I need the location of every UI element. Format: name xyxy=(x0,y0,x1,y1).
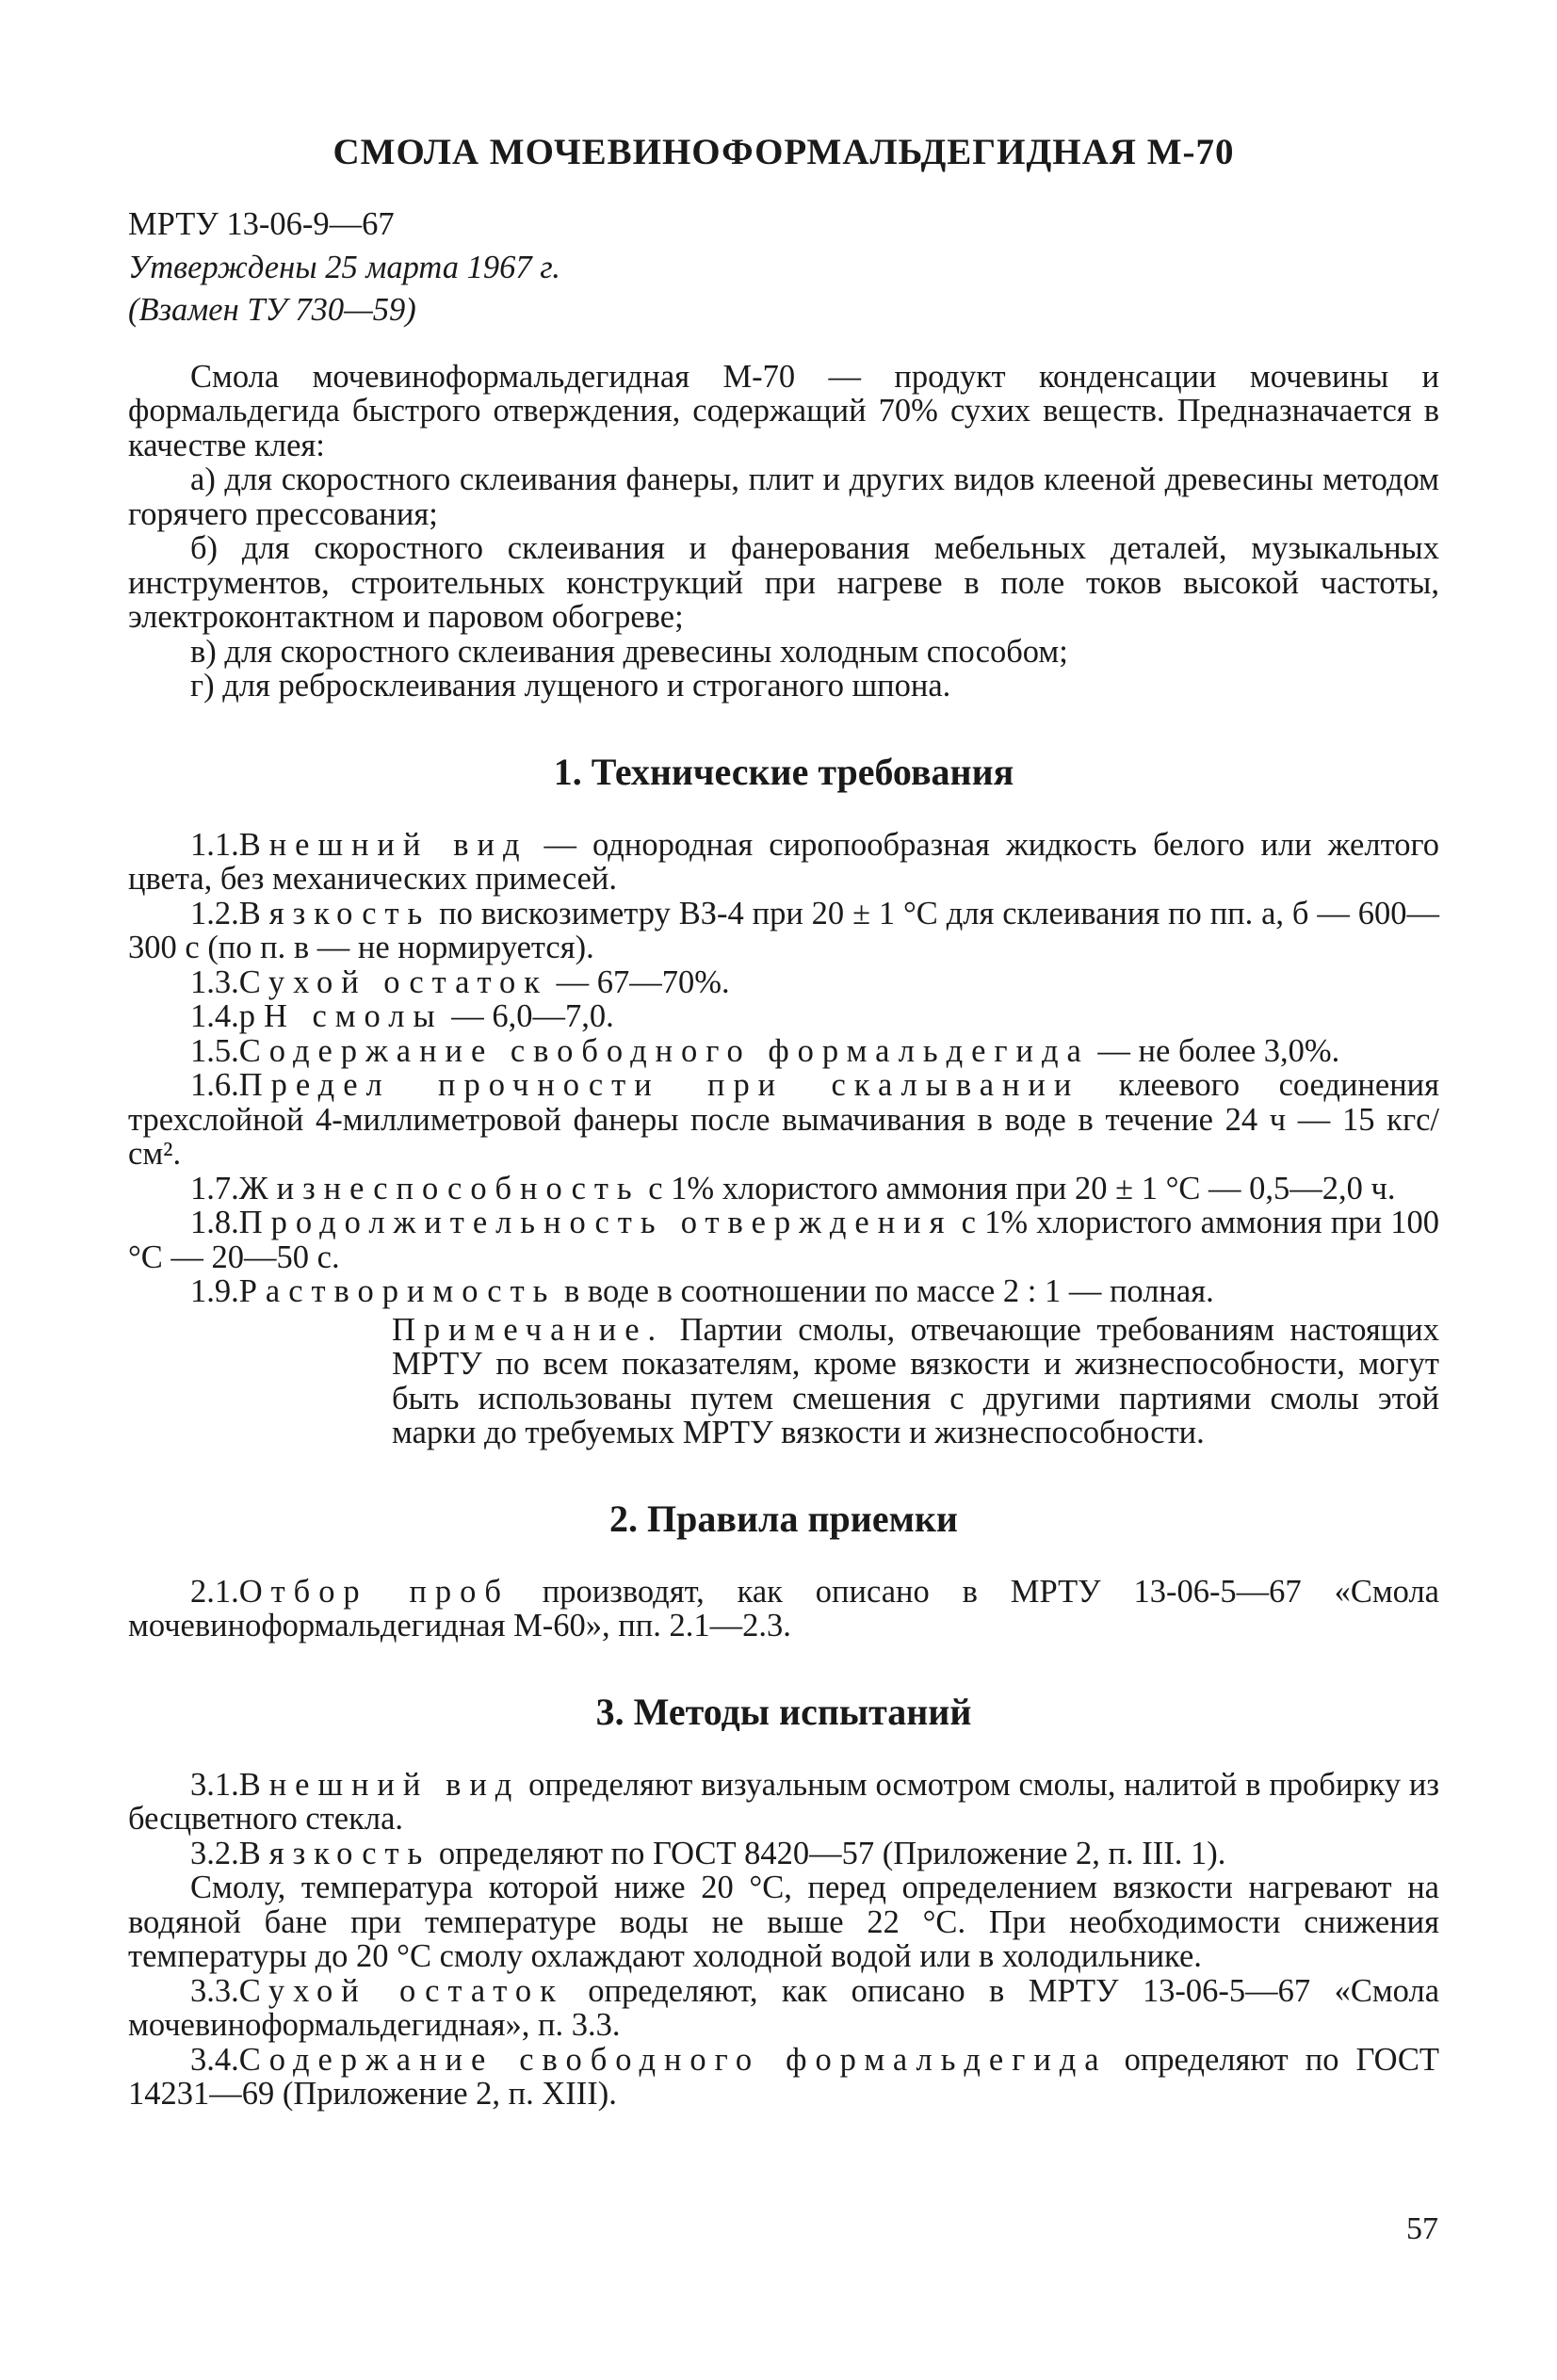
test-method-item: 3.4.Содержание свободного формальдегида определяют по ГОСТ 14231—69 (Приложение 2, п. XIII). xyxy=(128,2041,1440,2112)
standard-number: МРТУ 13-06-9—67 xyxy=(128,206,395,242)
use-item: б) для скоростного склеивания и фанерования мебельных деталей, музыкальных инструментов, строительных конструкций при нагреве в поле токов высокой частоты, электроконтактном и паровом обогреве; xyxy=(128,530,1439,635)
section-2-heading: 2. Правила приемки xyxy=(609,1497,958,1540)
section-1-heading: 1. Технические требования xyxy=(553,750,1014,793)
use-item: г) для ребросклеивания лущеного и строганого шпона. xyxy=(190,668,951,704)
requirement-item: 1.7.Жизнеспособность с 1% хлористого аммония при 20 ± 1 °С — 0,5—2,0 ч. xyxy=(190,1170,1396,1206)
acceptance-item: 2.1.Отбор проб производят, как описано в МРТУ 13-06-5—67 «Смола мочевиноформальдегидная М-60», пп. 2.1—2.3. xyxy=(128,1573,1439,1643)
requirement-item: 1.1.Внешний вид — однородная сиропообразная жидкость белого или желтого цвета, без механических примесей. xyxy=(128,826,1439,897)
section-1-items xyxy=(128,828,1439,1450)
requirement-item: 1.6.Предел прочности при скалывании клеевого соединения трехслойной 4-миллиметровой фанеры после вымачивания в воде в течение 24 ч — 15 кгс/см². xyxy=(128,1067,1439,1172)
requirement-item: 1.9.Растворимость в воде в соотношении по массе 2 : 1 — полная. xyxy=(190,1273,1214,1309)
replaces-note: (Взамен ТУ 730—59) xyxy=(128,292,416,328)
item-term: Отбор проб xyxy=(238,1573,510,1610)
document-title: СМОЛА МОЧЕВИНОФОРМАЛЬДЕГИДНАЯ М-70 xyxy=(332,132,1235,172)
approval-date: Утверждены 25 марта 1967 г. xyxy=(128,249,560,285)
section-3-items xyxy=(128,1768,1439,2112)
section-3-heading: 3. Методы испытаний xyxy=(595,1690,972,1733)
item-term: рН смолы xyxy=(238,998,444,1034)
item-term: Вязкость xyxy=(238,1835,431,1871)
item-term: Растворимость xyxy=(238,1273,557,1309)
use-item: в) для скоростного склеивания древесины холодным способом; xyxy=(190,633,1068,670)
section-1-note: Примечание. Партии смолы, отвечающие требованиям настоящих МРТУ по всем показателям, кроме вязкости и жизнеспособности, могут быть использованы путем смешения с другими партиями смолы этой марки до требуемых МРТУ вязкости и жизнеспособности. xyxy=(392,1311,1439,1450)
item-term: Внешний вид xyxy=(238,1766,521,1803)
test-method-item: 3.1.Внешний вид определяют визуальным осмотром смолы, налитой в пробирку из бесцветного стекла. xyxy=(128,1766,1439,1837)
item-term: Внешний вид xyxy=(238,826,528,863)
intro-paragraph: Смола мочевиноформальдегидная М-70 — продукт конденсации мочевины и формальдегида быстрого отверждения, содержащий 70% сухих веществ. Предназначается в качестве клея: xyxy=(128,358,1439,463)
requirement-item: 1.4.рН смолы — 6,0—7,0. xyxy=(190,998,614,1034)
item-term: Содержание свободного формальдегида xyxy=(238,1032,1090,1069)
item-term: Сухой остаток xyxy=(238,963,549,1000)
requirement-item: 1.5.Содержание свободного формальдегида — не более 3,0%. xyxy=(190,1032,1340,1069)
section-2-items xyxy=(128,1575,1439,1643)
test-method-item: 3.2.Вязкость определяют по ГОСТ 8420—57 (Приложение 2, п. III. 1). xyxy=(190,1835,1226,1871)
requirement-item: 1.3.Сухой остаток — 67—70%. xyxy=(190,963,730,1000)
note-label: Примечание. xyxy=(392,1311,665,1348)
document-page xyxy=(128,132,1439,2112)
page-number: 57 xyxy=(1406,2211,1438,2246)
item-term: Предел прочности при скалывании xyxy=(238,1067,1080,1103)
item-term: Сухой остаток xyxy=(238,1972,564,2009)
requirement-item: 1.8.Продолжительность отверждения с 1% хлористого аммония при 100 °С — 20—50 с. xyxy=(128,1205,1439,1275)
uses-list xyxy=(128,462,1439,704)
item-term: Содержание свободного формальдегида xyxy=(238,2041,1108,2078)
test-method-item: 3.3.Сухой остаток определяют, как описано в МРТУ 13-06-5—67 «Смола мочевиноформальдегидная», п. 3.3. xyxy=(128,1972,1440,2043)
test-method-paragraph: Смолу, температура которой ниже 20 °С, перед определением вязкости нагревают на водяной бане при температуре воды не выше 22 °С. При необходимости снижения температуры до 20 °С смолу охлаждают холодной водой или в холодильнике. xyxy=(128,1870,1439,1974)
item-term: Жизнеспособность xyxy=(238,1170,641,1206)
item-term: Вязкость xyxy=(238,895,431,931)
use-item: а) для скоростного склеивания фанеры, плит и других видов клееной древесины методом горячего прессования; xyxy=(128,461,1439,532)
requirement-item: 1.2.Вязкость по вискозиметру ВЗ-4 при 20 ± 1 °С для склеивания по пп. а, б — 600—300 с (по п. в — не нормируется). xyxy=(128,895,1439,965)
item-term: Продолжительность отверждения xyxy=(238,1205,953,1240)
